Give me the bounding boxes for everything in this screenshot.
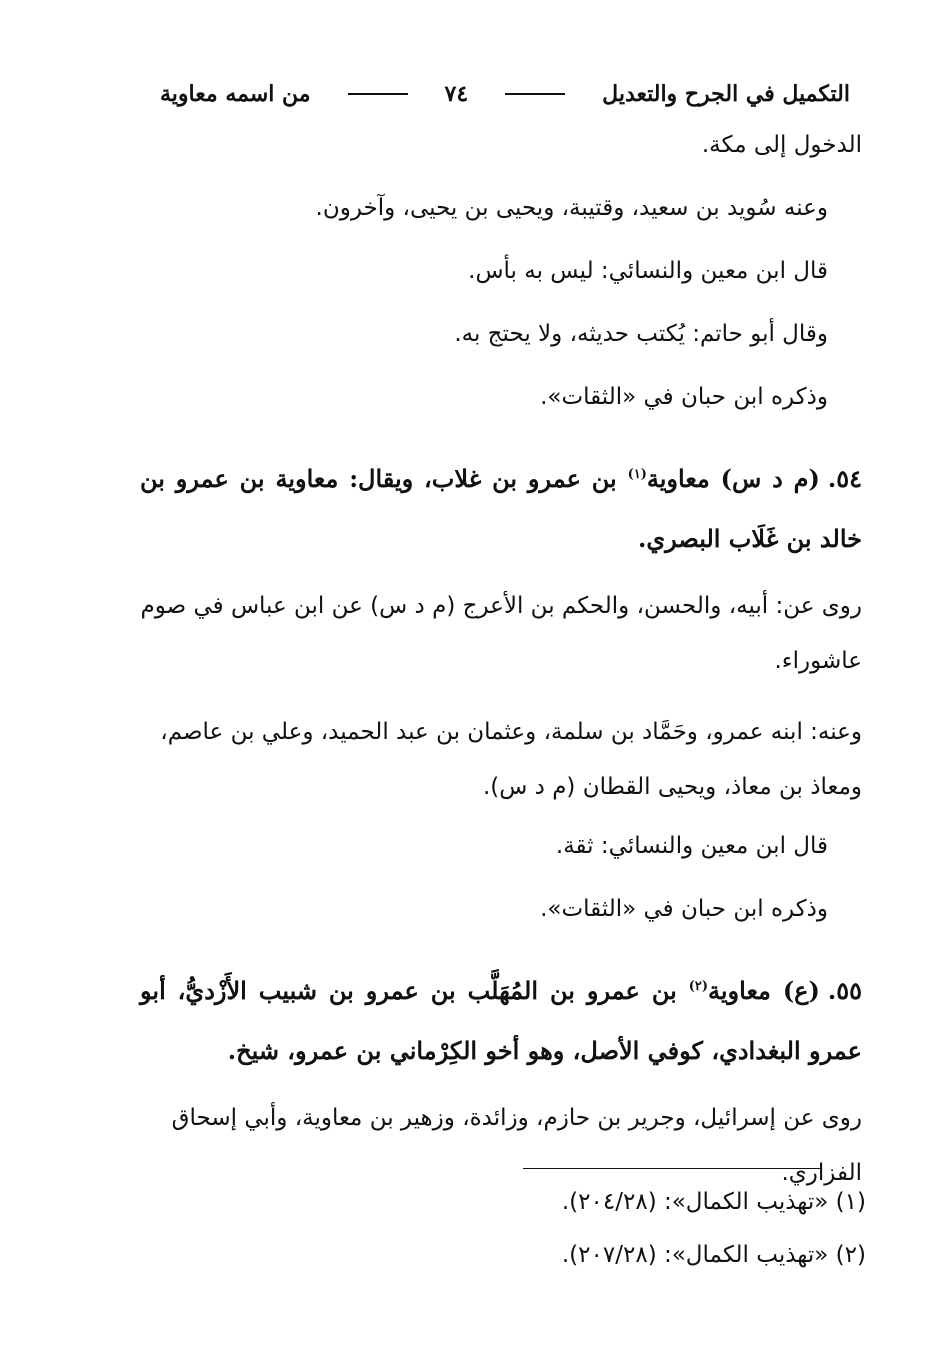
footnote-ref: (٢) bbox=[688, 979, 708, 994]
paragraph: قال ابن معين والنسائي: ثقة. bbox=[555, 833, 828, 859]
footnote: (٢) «تهذيب الكمال»: (٢٠٧/٢٨). bbox=[561, 1242, 866, 1268]
footnote-separator bbox=[523, 1168, 821, 1169]
paragraph: روى عن: أبيه، والحسن، والحكم بن الأعرج (م د س) عن ابن عباس في صوم عاشوراء. bbox=[140, 593, 862, 674]
entry-heading-55 bbox=[140, 957, 862, 1081]
footnotes bbox=[140, 1188, 866, 1294]
paragraph: وقال أبو حاتم: يُكتب حديثه، ولا يحتج به. bbox=[454, 321, 828, 347]
header-section: من اسمه معاوية bbox=[160, 81, 311, 107]
entry-number: ٥٥. bbox=[827, 976, 862, 1005]
footnote: (١) «تهذيب الكمال»: (٢٠٤/٢٨). bbox=[561, 1189, 866, 1215]
paragraph: قال ابن معين والنسائي: ليس به بأس. bbox=[468, 258, 828, 284]
entry-name-rest: بن عمرو بن غلاب، ويقال: معاوية بن عمرو بن خالد بن غَلَاب البصري. bbox=[140, 464, 862, 553]
entry-heading-54 bbox=[140, 445, 862, 569]
paragraph: وعنه: ابنه عمرو، وحَمَّاد بن سلمة، وعثمان بن عبد الحميد، وعلي بن عاصم، ومعاذ بن معاذ، ويحيى القطان (م د س). bbox=[160, 719, 862, 800]
paragraph: وذكره ابن حبان في «الثقات». bbox=[540, 896, 828, 922]
footnote-ref: (١) bbox=[627, 467, 647, 482]
entry-name-rest: بن عمرو بن المُهَلَّب بن عمرو بن شبيب الأَزْديُّ، أبو عمرو البغدادي، كوفي الأصل، وهو أخو الكِرْماني بن عمرو، شيخ. bbox=[140, 976, 862, 1065]
paragraph: الدخول إلى مكة. bbox=[701, 132, 862, 158]
entry-name: (م د س) معاوية bbox=[646, 464, 820, 493]
header-dash bbox=[348, 93, 408, 95]
header-dash bbox=[505, 93, 565, 95]
page-number: ٧٤ bbox=[444, 81, 469, 107]
paragraph: وعنه سُويد بن سعيد، وقتيبة، ويحيى بن يحيى، وآخرون. bbox=[315, 195, 828, 221]
book-title: التكميل في الجرح والتعديل bbox=[602, 81, 850, 107]
paragraph: وذكره ابن حبان في «الثقات». bbox=[540, 384, 828, 410]
running-header bbox=[160, 72, 850, 116]
entry-name: (ع) معاوية bbox=[708, 976, 820, 1005]
main-text bbox=[140, 130, 862, 1217]
paragraph: روى عن إسرائيل، وجرير بن حازم، وزائدة، وزهير بن معاوية، وأبي إسحاق الفزاري. bbox=[171, 1105, 862, 1186]
entry-number: ٥٤. bbox=[827, 464, 862, 493]
